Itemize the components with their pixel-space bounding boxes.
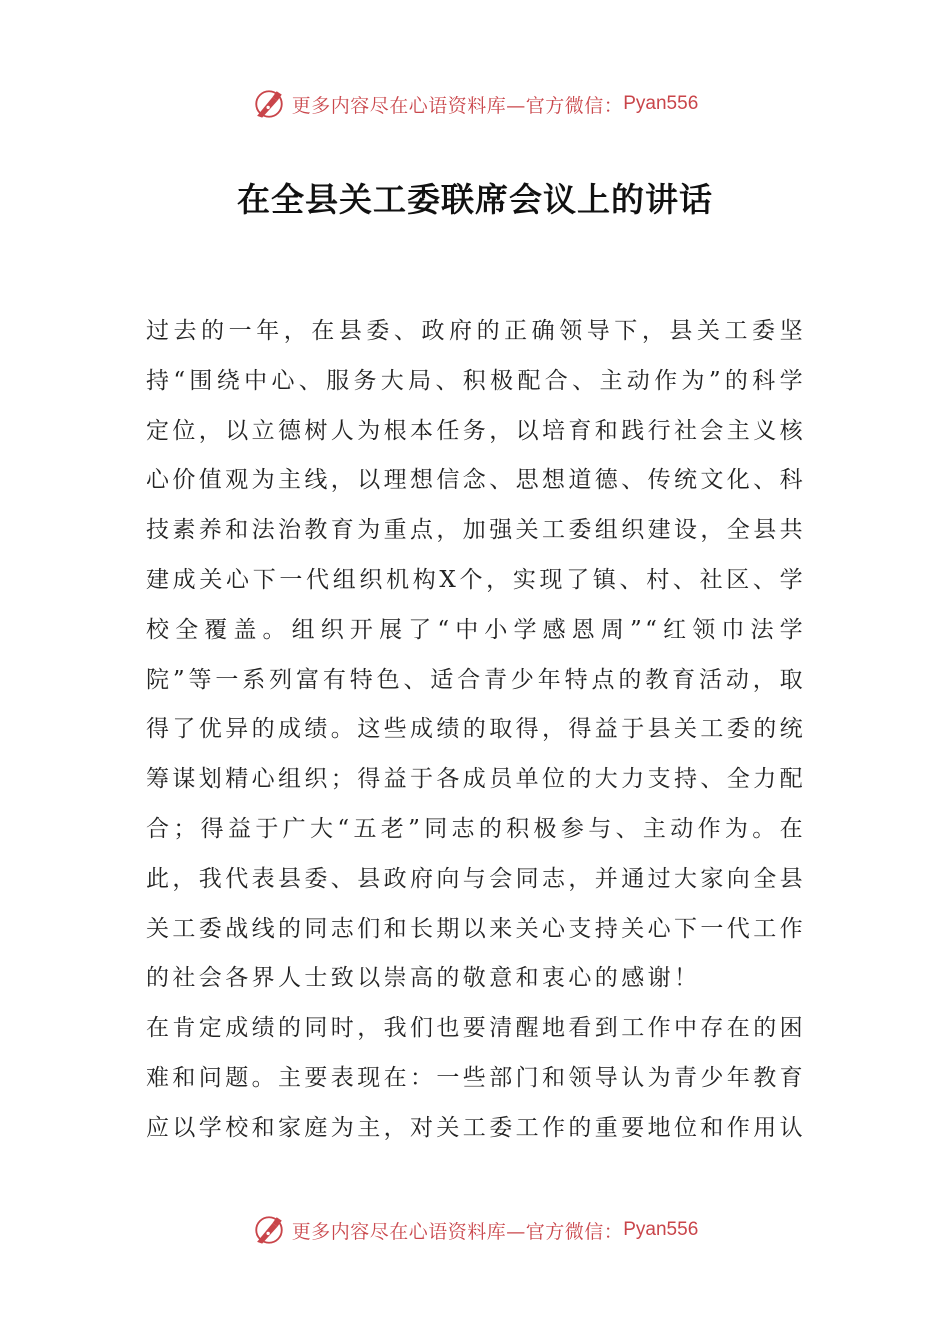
pen-nib-logo-icon bbox=[252, 87, 286, 121]
footer-watermark-banner bbox=[0, 1210, 950, 1250]
banner-wechat-id: Pyan556 bbox=[623, 93, 699, 114]
banner-wechat-id: Pyan556 bbox=[623, 1219, 699, 1240]
banner-text: 更多内容尽在心语资料库—官方微信： bbox=[291, 94, 624, 117]
document-body bbox=[146, 307, 806, 1154]
header-watermark-banner bbox=[0, 84, 950, 124]
pen-nib-logo-icon bbox=[252, 1213, 286, 1247]
paragraph-1: 过去的一年，在县委、政府的正确领导下，县关工委坚持“围绕中心、服务大局、积极配合、主动作为”的科学定位，以立德树人为根本任务，以培育和践行社会主义核心价值观为主线，以理想信念、思想道德、传统文化、科技素养和法治教育为重点，加强关工委组织建设，全县共建成关心下一代组织机构X个，实现了镇、村、社区、学校全覆盖。组织开展了“中小学感恩周”“红领巾法学院”等一系列富有特色、适合青少年特点的教育活动，取得了优异的成绩。这些成绩的取得，得益于县关工委的统筹谋划精心组织；得益于各成员单位的大力支持、全力配合；得益于广大“五老”同志的积极参与、主动作为。在此，我代表县委、县政府向与会同志，并通过大家向全县关工委战线的同志们和长期以来关心支持关心下一代工作的社会各界人士致以崇高的敬意和衷心的感谢！ bbox=[146, 318, 806, 992]
paragraph-2: 在肯定成绩的同时，我们也要清醒地看到工作中存在的困难和问题。主要表现在：一些部门和领导认为青少年教育应以学校和家庭为主，对关工委工作的重要地位和作用认 bbox=[146, 1015, 806, 1141]
banner-text: 更多内容尽在心语资料库—官方微信： bbox=[291, 1220, 624, 1243]
document-title: 在全县关工委联席会议上的讲话 bbox=[237, 180, 713, 219]
